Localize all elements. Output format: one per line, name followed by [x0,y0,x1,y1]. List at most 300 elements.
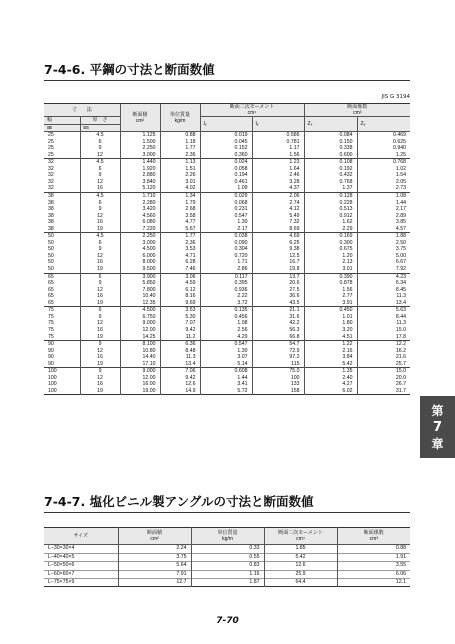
table-row [44,388,410,395]
table-cell: 17.10 [120,361,160,368]
table-cell: 2.40 [304,375,357,382]
table-cell: 25 [48,145,54,152]
pvc-angle-table-body [44,545,410,587]
table-cell: 65 [48,299,54,306]
pvc-header-moment: 断面二次モーメント cm⁴ [264,528,337,545]
table-cell: 11.3 [357,320,410,327]
table-cell: 3.06 [160,273,200,280]
table-cell: 0.547 [200,341,252,348]
table-cell: 5.64 [118,562,191,570]
table-cell: 2.36 [160,240,200,247]
section-title-flat-steel: 7-4-6. 平鋼の寸法と断面数値 [44,62,215,77]
table-cell: 0.152 [200,145,252,152]
table-cell: 1.64 [252,166,304,173]
table-cell: 90 [48,354,54,361]
table-cell: 2.29 [304,226,357,233]
table-cell: 12 [80,320,120,327]
table-cell: 75 [48,333,54,340]
flat-steel-table [44,103,410,395]
table-cell: 6.36 [160,341,200,348]
table-cell: 12.1 [337,579,410,587]
table-cell: 2.50 [357,240,410,247]
table-cell: 19 [80,266,120,273]
table-cell: 10.80 [120,348,160,355]
table-cell: 16.7 [252,259,304,266]
table-cell: 12 [80,179,120,186]
table-cell: 6.25 [252,240,304,247]
table-cell: 72.9 [252,348,304,355]
table-cell: 2.06 [252,193,304,200]
table-cell: 6 [80,200,120,207]
table-cell: 6.000 [120,253,160,260]
pvc-header-size: サイズ [44,528,118,545]
table-cell: 16 [80,327,120,334]
table-cell: 5.42 [304,361,357,368]
table-cell: 25 [44,132,80,139]
table-cell: 1.56 [304,287,357,294]
table-cell: 6.02 [304,388,357,395]
table-cell: 38 [48,206,54,213]
table-cell: 6.12 [160,287,200,294]
table-cell: 64.4 [264,579,337,587]
table-cell: 4.5 [80,159,120,166]
table-row [44,553,410,561]
table-cell: 3.84 [304,354,357,361]
table-cell: 9 [80,145,120,152]
table-cell: 1.71 [200,259,252,266]
table-cell: 3.28 [252,179,304,186]
table-cell: 0.135 [200,307,252,314]
table-cell: 4.27 [304,381,357,388]
table-cell: 3.000 [120,240,160,247]
table-cell: 7.92 [357,266,410,273]
table-cell: 1.54 [357,172,410,179]
table-cell: 7.32 [252,219,304,226]
header-zy: Zᵧ [357,117,410,132]
table-cell: 6.28 [160,259,200,266]
table-cell: 12 [80,253,120,260]
table-cell: 7.220 [120,226,160,233]
table-cell: 19 [80,300,120,307]
table-cell: 15.0 [357,327,410,334]
table-cell: 12 [80,375,120,382]
table-cell: 4.57 [357,226,410,233]
table-cell: 38 [48,212,54,219]
table-cell: 8.44 [357,314,410,321]
table-cell: 7.46 [160,266,200,273]
table-row [44,233,410,240]
pvc-header-area: 断面積 cm² [118,528,191,545]
table-cell: 3.55 [337,562,410,570]
table-cell: 75 [48,313,54,320]
header-ix: Iₓ [200,117,252,132]
table-cell: 2.05 [357,179,410,186]
table-cell: 6.67 [357,259,410,266]
table-cell: 2.73 [357,185,410,192]
table-cell: 3.41 [200,381,252,388]
table-cell: 5.14 [200,361,252,368]
table-cell: 15.0 [357,368,410,375]
table-cell: 1.87 [191,579,264,587]
table-row [44,266,410,273]
table-cell: 0.150 [304,139,357,146]
table-cell: 12.6 [264,562,337,570]
table-cell: 1.44 [200,375,252,382]
header-dimensions: 寸 法 [44,104,120,117]
table-cell: 7.06 [160,368,200,375]
table-cell: 1.13 [160,159,200,166]
table-cell: 3.53 [160,246,200,253]
table-cell: 0.55 [191,553,264,561]
table-cell: 5.63 [357,307,410,314]
table-cell: 19 [80,388,120,395]
table-row [44,368,410,375]
pvc-header-unit-mass: 単位質量 kg/m [191,528,264,545]
table-cell: 9.000 [120,320,160,327]
table-cell: 4.59 [160,280,200,287]
table-cell: 3.85 [357,219,410,226]
table-cell: 3.840 [120,179,160,186]
table-cell: 1.500 [120,139,160,146]
table-cell: 11.3 [160,354,200,361]
table-cell: 2.89 [357,213,410,220]
pvc-angle-table [44,527,410,587]
table-cell: 12.5 [252,253,304,260]
table-cell: 17.8 [357,334,410,341]
table-cell: 12 [80,287,120,294]
table-cell: 9.42 [160,375,200,382]
table-cell: 100 [48,387,57,394]
table-cell: 1.17 [252,145,304,152]
table-cell: 1.79 [160,200,200,207]
table-cell: 1.25 [357,152,410,159]
table-row [44,579,410,587]
table-cell: 0.045 [200,139,252,146]
table-cell: 65 [48,280,54,287]
table-cell: 1.85 [264,545,337,553]
table-cell: 1.18 [160,139,200,146]
table-cell: 2.880 [120,172,160,179]
header-thickness-unit: ㎜ [80,124,120,132]
table-cell: 12.6 [160,381,200,388]
table-cell: 7.800 [120,287,160,294]
table-cell: L−50×50×6 [44,562,118,570]
table-cell: 26.7 [357,381,410,388]
table-cell: 100 [252,375,304,382]
table-cell: 9 [80,280,120,287]
table-cell: 9 [80,172,120,179]
table-cell: 2.250 [120,233,160,240]
jis-standard-label: JIS G 3194 [381,94,410,100]
table-cell: 38 [48,199,54,206]
page-number: 7-70 [216,616,239,626]
table-cell: 8.16 [160,293,200,300]
table-cell: 0.058 [200,166,252,173]
table-cell: 0.194 [200,172,252,179]
table-cell: 0.019 [200,132,252,139]
table-cell: 1.08 [357,193,410,200]
table-cell: 13.4 [357,300,410,307]
table-cell: 12.00 [120,327,160,334]
table-cell: 3.01 [304,266,357,273]
table-cell: 115 [252,361,304,368]
table-cell: 1.09 [200,185,252,192]
table-row [44,570,410,578]
table-cell: 0.88 [160,132,200,139]
table-cell: 38 [44,193,80,200]
table-cell: 0.625 [357,139,410,146]
table-cell: 9 [80,246,120,253]
table-cell: 3.01 [160,179,200,186]
table-cell: 0.128 [304,193,357,200]
table-cell: 8.45 [357,287,410,294]
table-cell: 16 [80,259,120,266]
table-cell: 2.16 [304,348,357,355]
table-row [44,193,410,200]
table-cell: 50 [48,239,54,246]
table-row [44,307,410,314]
table-row [44,361,410,368]
table-row [44,562,410,570]
table-cell: 0.432 [304,172,357,179]
table-cell: 0.513 [304,206,357,213]
table-cell: 65 [48,286,54,293]
header-zx: Zₓ [304,117,357,132]
table-cell: 1.77 [160,145,200,152]
table-cell: 0.456 [200,314,252,321]
table-row [44,341,410,348]
table-cell: 4.5 [80,233,120,240]
table-cell: 2.26 [160,172,200,179]
table-cell: 12 [80,152,120,159]
table-cell: 4.51 [304,334,357,341]
table-cell: 66.8 [252,334,304,341]
table-cell: 7.07 [160,320,200,327]
header-thickness: 厚 さ [80,117,120,125]
table-cell: 21.1 [252,307,304,314]
table-cell: 5.850 [120,280,160,287]
table-cell: 43.5 [252,300,304,307]
table-cell: 3.72 [200,300,252,307]
table-cell: 1.02 [357,166,410,173]
table-cell: 9.69 [160,300,200,307]
table-cell: 9 [80,368,120,375]
table-cell: 0.912 [304,213,357,220]
section-title-pvc-angle: 7-4-7. 塩化ビニル製アングルの寸法と断面数値 [44,494,314,509]
table-cell: 4.69 [252,233,304,240]
table-row [44,152,410,159]
table-cell: 25.9 [264,570,337,578]
table-cell: 0.117 [200,273,252,280]
table-cell: 4.560 [120,213,160,220]
table-cell: 3.20 [304,327,357,334]
table-cell: 1.01 [304,314,357,321]
table-cell: 16.00 [120,381,160,388]
table-cell: 4.02 [160,185,200,192]
section-title-rule [44,80,410,81]
table-cell: 1.920 [120,166,160,173]
table-row [44,545,410,553]
table-cell: 3.75 [118,553,191,561]
table-cell: L−40×40×5 [44,553,118,561]
table-cell: 32 [48,165,54,172]
table-cell: 9.500 [120,266,160,273]
chapter-tab-suffix: 章 [431,437,444,451]
table-cell: 4.29 [200,334,252,341]
table-cell: 0.586 [252,132,304,139]
table-cell: 2.280 [120,200,160,207]
table-cell: 1.35 [304,368,357,375]
table-cell: 12.00 [120,375,160,382]
table-row [44,300,410,307]
table-cell: 0.675 [304,246,357,253]
chapter-tab [420,396,455,458]
table-cell: 100 [44,368,80,375]
table-cell: 7.91 [118,570,191,578]
table-cell: 38 [48,219,54,226]
table-cell: 4.5 [80,132,120,139]
table-cell: 27.5 [252,287,304,294]
table-cell: 2.56 [200,327,252,334]
table-cell: 1.56 [252,152,304,159]
table-cell: 6 [80,139,120,146]
table-cell: 9.38 [252,246,304,253]
header-width: 幅 [44,117,80,125]
table-cell: 100 [48,381,57,388]
table-cell: 11.3 [357,293,410,300]
table-cell: 16.2 [357,348,410,355]
table-cell: 1.08 [200,320,252,327]
table-cell: L−75×75×9 [44,579,118,587]
table-cell: 12.7 [118,579,191,587]
table-cell: 75 [44,307,80,314]
table-cell: 16 [80,293,120,300]
table-row [44,273,410,280]
table-cell: 2.17 [357,206,410,213]
table-row [44,334,410,341]
table-cell: 14.40 [120,354,160,361]
table-cell: 100 [48,374,57,381]
table-cell: 6.34 [357,280,410,287]
table-cell: 0.169 [304,233,357,240]
table-cell: 50 [48,266,54,273]
table-cell: 1.440 [120,159,160,166]
table-cell: 50 [48,246,54,253]
table-cell: 0.461 [200,179,252,186]
table-cell: 0.547 [200,213,252,220]
table-cell: 6 [80,240,120,247]
table-cell: 12 [80,348,120,355]
table-cell: 0.768 [357,159,410,166]
table-cell: 10.40 [120,293,160,300]
table-cell: 8.48 [160,348,200,355]
table-cell: 19.8 [252,266,304,273]
table-cell: 0.390 [304,273,357,280]
table-cell: 0.300 [304,240,357,247]
table-cell: 3.53 [160,307,200,314]
table-cell: 0.469 [357,132,410,139]
table-cell: 0.192 [304,166,357,173]
table-cell: 2.86 [200,266,252,273]
table-cell: 65 [44,273,80,280]
table-cell: 1.51 [160,166,200,173]
table-cell: 2.77 [304,293,357,300]
table-cell: 50 [48,259,54,266]
table-cell: 19.00 [120,388,160,395]
header-modulus: 断面係数 cm³ [304,104,410,117]
table-cell: 19 [80,334,120,341]
table-cell: 2.74 [252,200,304,207]
table-cell: 90 [48,360,54,367]
table-cell: 32 [44,159,80,166]
table-cell: 19 [80,361,120,368]
table-cell: 0.395 [200,280,252,287]
table-cell: 5.00 [357,253,410,260]
table-cell: 6.080 [120,219,160,226]
table-cell: 3.900 [120,273,160,280]
table-cell: 4.37 [252,185,304,192]
table-cell: 1.22 [304,341,357,348]
table-cell: 0.304 [200,246,252,253]
table-cell: 5.120 [120,185,160,192]
table-cell: 5.67 [160,226,200,233]
table-cell: 0.83 [191,562,264,570]
table-cell: 2.250 [120,145,160,152]
table-cell: 90 [44,341,80,348]
header-moment: 断面二次モーメント cm⁴ [200,104,304,117]
table-cell: 12.35 [120,300,160,307]
table-cell: 12 [80,213,120,220]
table-cell: 14.25 [120,334,160,341]
table-cell: 6 [80,166,120,173]
table-cell: 11.2 [160,334,200,341]
header-area: 断面積 cm² [120,104,160,132]
table-cell: 0.038 [200,233,252,240]
table-cell: 1.44 [357,200,410,207]
table-cell: 1.62 [304,219,357,226]
table-cell: 1.125 [120,132,160,139]
table-cell: 20.0 [357,375,410,382]
table-cell: 1.37 [304,185,357,192]
table-row [44,226,410,233]
table-cell: 0.360 [200,152,252,159]
table-cell: 21.6 [357,354,410,361]
table-cell: 75 [48,320,54,327]
table-cell: 32 [48,172,54,179]
table-cell: 9 [80,206,120,213]
table-cell: 31.7 [357,388,410,395]
table-cell: 1.80 [304,320,357,327]
pvc-header-modulus: 断面係数 cm³ [337,528,410,545]
table-cell: 19 [80,226,120,233]
table-cell: 0.108 [304,159,357,166]
table-cell: 2.36 [160,152,200,159]
table-cell: 54.7 [252,341,304,348]
table-cell: 13.4 [160,361,200,368]
table-cell: 0.029 [200,193,252,200]
table-cell: L−60×60×7 [44,570,118,578]
table-cell: 12.2 [357,341,410,348]
table-cell: 0.228 [304,200,357,207]
table-cell: 9.000 [120,368,160,375]
table-cell: 3.420 [120,206,160,213]
table-cell: 97.2 [252,354,304,361]
table-cell: 56.3 [252,327,304,334]
table-row [44,159,410,166]
table-cell: 0.781 [252,139,304,146]
table-cell: 13.7 [252,273,304,280]
table-cell: 9 [80,341,120,348]
